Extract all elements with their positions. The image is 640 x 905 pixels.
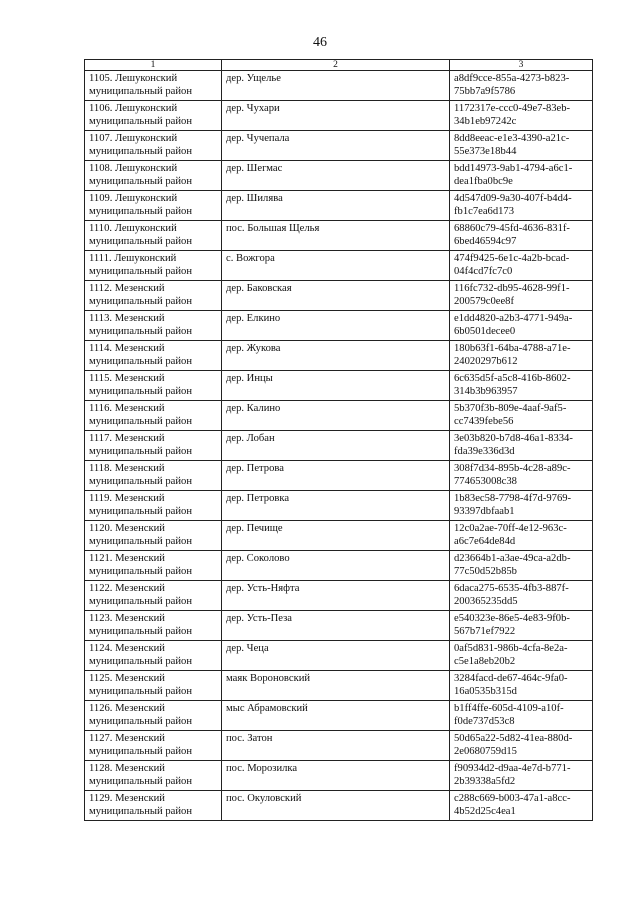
table-header-row [85,60,593,71]
district-name: Мезенский [115,763,165,774]
district-name-line [89,372,218,385]
settlement-name: дер. Жукова [222,341,450,371]
row-number: 1126. [89,703,113,714]
table-row [85,551,593,581]
district-name: Мезенский [114,373,165,384]
district-name: Мезенский [114,313,165,324]
settlement-name: дер. Печище [222,521,450,551]
guid-part-1: 3e03b820-b7d8-46a1-8334- [454,433,573,444]
district-name-line [89,492,218,505]
row-number: 1109. [89,193,113,204]
settlement-name: дер. Лобан [222,431,450,461]
guid-part-2: 04f4cd7fc7c0 [454,266,513,277]
district-cell [85,731,222,761]
table-row [85,131,593,161]
settlement-name: пос. Затон [222,731,450,761]
row-number: 1120. [89,523,113,534]
guid-cell [450,671,593,701]
table-row [85,101,593,131]
district-name: Мезенский [115,523,165,534]
table-row [85,461,593,491]
district-type: муниципальный район [89,746,192,757]
guid-part-1: 8dd8eeac-e1e3-4390-a21c- [454,133,570,144]
table-row [85,281,593,311]
guid-part-2: 4b52d25c4ea1 [454,806,516,817]
district-type: муниципальный район [89,806,192,817]
district-cell [85,371,222,401]
district-cell [85,791,222,821]
settlement-name: дер. Шегмас [222,161,450,191]
table-row [85,191,593,221]
district-name: Мезенский [115,583,165,594]
guid-part-2: 200579c0ee8f [454,296,515,307]
guid-part-2: 314b3b963957 [454,386,518,397]
district-name-line [89,792,218,805]
district-cell [85,101,222,131]
district-cell [85,551,222,581]
table-row [85,371,593,401]
settlement-name: дер. Шилява [222,191,450,221]
settlement-name: дер. Инцы [222,371,450,401]
row-number: 1110. [89,223,113,234]
guid-part-2: 77c50d52b85b [454,566,517,577]
guid-part-2: 34b1eb97242c [454,116,517,127]
table-row [85,791,593,821]
district-name: Мезенский [115,643,165,654]
district-cell [85,761,222,791]
guid-part-2: 2b39338a5fd2 [454,776,516,787]
guid-part-2: 2e0680759d15 [454,746,517,757]
settlement-name: дер. Елкино [222,311,450,341]
guid-part-1: 6daca275-6535-4fb3-887f- [454,583,569,594]
guid-part-2: 93397dbfaab1 [454,506,515,517]
guid-cell [450,101,593,131]
table-row [85,671,593,701]
guid-cell [450,611,593,641]
guid-cell [450,71,593,101]
district-name-line [89,522,218,535]
guid-part-2: fda39e336d3d [454,446,515,457]
district-name: Лешуконский [115,103,178,114]
district-name-line [89,222,218,235]
column-header-1: 1 [85,60,222,71]
guid-part-1: 68860c79-45fd-4636-831f- [454,223,570,234]
table-row [85,581,593,611]
guid-part-1: 12c0a2ae-70ff-4e12-963c- [454,523,567,534]
guid-part-1: f90934d2-d9aa-4e7d-b771- [454,763,571,774]
district-name: Лешуконский [115,193,178,204]
district-type: муниципальный район [89,116,192,127]
guid-cell [450,431,593,461]
district-name-line [89,402,218,415]
district-cell [85,611,222,641]
district-name: Мезенский [114,343,165,354]
district-cell [85,581,222,611]
district-name: Мезенский [114,463,165,474]
district-name: Мезенский [115,733,165,744]
row-number: 1106. [89,103,113,114]
table-row [85,251,593,281]
district-name-line [89,642,218,655]
table-row [85,491,593,521]
district-name: Лешуконский [115,73,178,84]
row-number: 1111. [89,253,112,264]
column-header-3: 3 [450,60,593,71]
guid-part-1: 308f7d34-895b-4c28-a89c- [454,463,571,474]
district-name-line [89,72,218,85]
guid-part-2: 774653008c38 [454,476,517,487]
district-name: Мезенский [114,403,165,414]
district-name: Мезенский [115,703,165,714]
district-cell [85,701,222,731]
district-name-line [89,732,218,745]
district-cell [85,401,222,431]
guid-cell [450,251,593,281]
district-name: Мезенский [115,553,165,564]
guid-part-1: e1dd4820-a2b3-4771-949a- [454,313,573,324]
row-number: 1114. [89,343,113,354]
district-name-line [89,342,218,355]
district-type: муниципальный район [89,86,192,97]
guid-part-1: b1ff4ffe-605d-4109-a10f- [454,703,564,714]
district-name-line [89,612,218,625]
guid-part-2: 200365235dd5 [454,596,518,607]
guid-part-2: a6c7e64de84d [454,536,516,547]
guid-part-1: bdd14973-9ab1-4794-a6c1- [454,163,573,174]
settlement-name: дер. Чеца [222,641,450,671]
district-name-line [89,162,218,175]
district-type: муниципальный район [89,686,192,697]
district-type: муниципальный район [89,446,192,457]
guid-part-1: 474f9425-6e1c-4a2b-bcad- [454,253,570,264]
district-type: муниципальный район [89,206,192,217]
row-number: 1123. [89,613,113,624]
guid-cell [450,281,593,311]
district-type: муниципальный район [89,716,192,727]
district-type: муниципальный район [89,266,192,277]
table-row [85,311,593,341]
guid-part-2: dea1fba0bc9e [454,176,513,187]
table-row [85,701,593,731]
guid-part-1: a8df9cce-855a-4273-b823- [454,73,570,84]
district-name: Лешуконский [114,253,177,264]
district-name-line [89,582,218,595]
guid-part-1: 50d65a22-5d82-41ea-880d- [454,733,573,744]
settlement-name: маяк Вороновский [222,671,450,701]
row-number: 1129. [89,793,113,804]
guid-cell [450,701,593,731]
district-name: Мезенский [115,613,165,624]
row-number: 1124. [89,643,113,654]
guid-cell [450,311,593,341]
row-number: 1118. [89,463,113,474]
guid-part-1: 180b63f1-64ba-4788-a71e- [454,343,571,354]
guid-part-1: 3284facd-de67-464c-9fa0- [454,673,568,684]
district-name-line [89,672,218,685]
guid-part-2: 6bed46594c97 [454,236,517,247]
district-cell [85,341,222,371]
row-number: 1113. [89,313,113,324]
guid-part-2: 75bb7a9f5786 [454,86,516,97]
row-number: 1115. [89,373,113,384]
row-number: 1127. [89,733,113,744]
guid-part-2: 6b0501decee0 [454,326,516,337]
district-type: муниципальный район [89,626,192,637]
table-row [85,431,593,461]
district-type: муниципальный район [89,416,192,427]
district-name: Мезенский [115,673,165,684]
district-cell [85,251,222,281]
district-cell [85,461,222,491]
district-name: Мезенский [114,493,165,504]
settlement-name: пос. Морозилка [222,761,450,791]
settlement-name: дер. Баковская [222,281,450,311]
guid-part-1: e540323e-86e5-4e83-9f0b- [454,613,570,624]
district-cell [85,281,222,311]
row-number: 1112. [89,283,113,294]
district-name-line [89,432,218,445]
table-row [85,71,593,101]
district-name: Лешуконский [115,163,178,174]
guid-cell [450,341,593,371]
district-name: Мезенский [114,283,165,294]
settlement-name: дер. Петровка [222,491,450,521]
column-header-2: 2 [222,60,450,71]
guid-cell [450,641,593,671]
guid-part-2: f0de737d53c8 [454,716,515,727]
district-name: Лешуконский [115,133,178,144]
settlement-name: мыс Абрамовский [222,701,450,731]
row-number: 1105. [89,73,113,84]
district-name-line [89,702,218,715]
settlement-name: с. Вожгора [222,251,450,281]
guid-part-1: 1172317e-ccc0-49e7-83eb- [454,103,571,114]
district-type: муниципальный район [89,476,192,487]
settlement-name: дер. Усть-Пеза [222,611,450,641]
guid-part-1: c288c669-b003-47a1-a8cc- [454,793,571,804]
settlement-name: дер. Петрова [222,461,450,491]
district-type: муниципальный район [89,536,192,547]
district-name: Мезенский [115,793,165,804]
table-row [85,641,593,671]
district-name-line [89,552,218,565]
guid-cell [450,791,593,821]
table-row [85,221,593,251]
district-type: муниципальный район [89,236,192,247]
district-cell [85,161,222,191]
guid-part-2: 55e373e18b44 [454,146,517,157]
district-cell [85,671,222,701]
guid-part-2: 16a0535b315d [454,686,517,697]
district-type: муниципальный район [89,296,192,307]
district-name-line [89,132,218,145]
district-type: муниципальный район [89,566,192,577]
row-number: 1125. [89,673,113,684]
district-name-line [89,762,218,775]
settlement-name: пос. Большая Щелья [222,221,450,251]
guid-cell [450,161,593,191]
district-cell [85,521,222,551]
district-cell [85,431,222,461]
district-cell [85,221,222,251]
table-row [85,161,593,191]
settlements-table [84,59,593,821]
guid-part-1: 1b83ec58-7798-4f7d-9769- [454,493,572,504]
district-cell [85,191,222,221]
district-type: муниципальный район [89,386,192,397]
district-type: муниципальный район [89,326,192,337]
district-name-line [89,252,218,265]
guid-cell [450,581,593,611]
guid-part-1: 116fc732-db95-4628-99f1- [454,283,570,294]
guid-cell [450,761,593,791]
guid-part-2: 24020297b612 [454,356,518,367]
row-number: 1107. [89,133,113,144]
district-type: муниципальный район [89,776,192,787]
district-name: Мезенский [114,433,165,444]
district-type: муниципальный район [89,656,192,667]
district-cell [85,641,222,671]
district-type: муниципальный район [89,596,192,607]
district-cell [85,491,222,521]
guid-cell [450,131,593,161]
guid-part-1: 0af5d831-986b-4cfa-8e2a- [454,643,568,654]
district-name-line [89,102,218,115]
settlement-name: дер. Соколово [222,551,450,581]
guid-cell [450,401,593,431]
table-row [85,731,593,761]
table-row [85,521,593,551]
guid-cell [450,461,593,491]
guid-part-2: 567b71ef7922 [454,626,516,637]
district-cell [85,131,222,161]
row-number: 1128. [89,763,113,774]
guid-part-2: fb1c7ea6d173 [454,206,515,217]
guid-part-1: 5b370f3b-809e-4aaf-9af5- [454,403,567,414]
guid-part-2: c5e1a8eb20b2 [454,656,516,667]
settlement-name: дер. Усть-Няфта [222,581,450,611]
row-number: 1119. [89,493,113,504]
guid-cell [450,221,593,251]
district-type: муниципальный район [89,176,192,187]
guid-part-1: 6c635d5f-a5c8-416b-8602- [454,373,571,384]
district-name: Лешуконский [114,223,177,234]
guid-cell [450,491,593,521]
settlement-name: пос. Окуловский [222,791,450,821]
table-row [85,611,593,641]
row-number: 1117. [89,433,113,444]
guid-cell [450,551,593,581]
district-name-line [89,312,218,325]
row-number: 1116. [89,403,113,414]
page-number: 46 [313,35,327,50]
guid-part-1: d23664b1-a3ae-49ca-a2db- [454,553,571,564]
guid-part-1: 4d547d09-9a30-407f-b4d4- [454,193,572,204]
guid-cell [450,371,593,401]
district-type: муниципальный район [89,146,192,157]
district-type: муниципальный район [89,356,192,367]
row-number: 1108. [89,163,113,174]
row-number: 1121. [89,553,113,564]
guid-part-2: cc7439febe56 [454,416,514,427]
settlement-name: дер. Чухари [222,101,450,131]
district-name-line [89,282,218,295]
district-type: муниципальный район [89,506,192,517]
guid-cell [450,191,593,221]
guid-cell [450,521,593,551]
settlement-name: дер. Ущелье [222,71,450,101]
district-cell [85,311,222,341]
table-row [85,401,593,431]
guid-cell [450,731,593,761]
table-row [85,341,593,371]
district-cell [85,71,222,101]
table-row [85,761,593,791]
settlement-name: дер. Чучепала [222,131,450,161]
settlement-name: дер. Калино [222,401,450,431]
district-name-line [89,462,218,475]
district-name-line [89,192,218,205]
row-number: 1122. [89,583,113,594]
